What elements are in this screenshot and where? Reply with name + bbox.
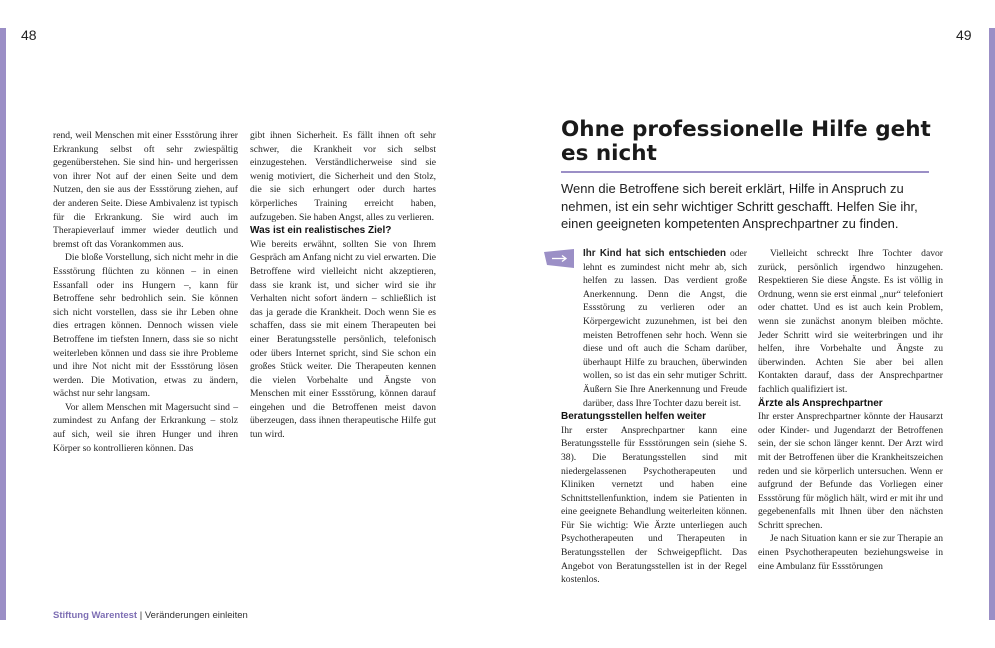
paragraph: Ihr erster Ansprechpartner könnte der Hausarzt oder Kinder- und Jugendarzt der Betroffenen sein, der sie schon länger kennt. Der Arzt wird mit der Betroffenen über die Krankheitszeichen reden und sie körperlich untersuchen. Wenn er aufgrund der Befunde das Vorliegen einer Essstörung für möglich hält, wird er mit ihr und gegebenenfalls mit Ihnen über den nächsten Schritt sprechen. — [758, 411, 943, 531]
paragraph: Vor allem Menschen mit Magersucht sind – zumindest zu Anfang der Erkrankung – stolz auf sich, weil sie ihren Hunger und ihren Körper so kontrollieren können. Das — [53, 401, 238, 454]
lead-paragraph: Wenn die Betroffene sich bereit erklärt, Hilfe in Anspruch zu nehmen, ist ein sehr wichtiger Schritt geschafft. Helfen Sie ihr, einen geeigneten kompetenten Ansprechpartner zu finden. — [561, 181, 918, 231]
subheading: Ärzte als Ansprechpartner — [758, 397, 883, 409]
left-column-1 — [53, 129, 238, 455]
paragraph: Die bloße Vorstellung, sich nicht mehr in die Essstörung flüchten zu können – in einen Essanfall oder ins Hungern –, kann für Betroffene sehr bedrohlich sein. Sie können sich nicht vorstellen, dass sie ihr Leben ohne dies ertragen können. Dennoch wissen viele Betroffene im tiefsten Innern, dass sie so nicht weiterleben können und dass sie ihre Probleme und ihre Not nicht mit der Essstörung lösen werden. Die Motivation, etwas zu ändern, wächst nur sehr langsam. — [53, 252, 238, 400]
page-number-left: 48 — [21, 27, 37, 43]
footer-brand: Stiftung Warentest — [53, 610, 138, 621]
paragraph: Je nach Situation kann er sie zur Therapie an einen Psychotherapeuten beziehungsweise in eine Ambulanz für Essstörungen — [758, 533, 943, 572]
left-edge-bar — [0, 28, 6, 620]
paragraph: rend, weil Menschen mit einer Essstörung ihrer Erkrankung selbst oft sehr zwiespältig gegenüberstehen. Sie sind hin- und hergerissen von ihrer Not auf der einen Seite und dem Nutzen, den sie aus der Essstörung ziehen, auf der anderen Seite. Diese Ambivalenz ist typisch für die Erkrankung. Sie wird auch im Therapieverlauf immer wieder deutlich und bremst oft das Vorankommen aus. — [53, 130, 238, 250]
paragraph: Wie bereits erwähnt, sollten Sie von Ihrem Gespräch am Anfang nicht zu viel erwarten. Die Betroffene wird vielleicht nicht akzeptieren, dass sie krank ist, und sicher wird sie ihr Verhalten nicht sofort ändern – schließlich ist das ja gerade die Krankheit. Doch wenn Sie es schaffen, dass sie mit einem Therapeuten bei einer Beratungsstelle persönlich, telefonisch oder übers Internet spricht, sind Sie schon ein großes Stück weiter. Die Therapeuten kennen die vielen Vorbehalte und Ängste von Menschen mit einer Essstörung, können darauf eingehen und die Betroffenen meist davon überzeugen, dass ihnen therapeutische Hilfe gut tun wird. — [250, 238, 436, 441]
paragraph: Ihr erster Ansprechpartner kann eine Beratungsstelle für Essstörungen sein (siehe S. 38). Die Beratungsstellen sind mit niedergelassenen Psychotherapeuten und Kliniken vernetzt und haben eine Schnittstellenfunktion, indem sie Patienten in eine geeignete Behandlung weiterleiten können. Für Sie wichtig: Wie Ärzte unterliegen auch Psychotherapeuten und Therapeuten in Beratungsstellen der Schweigepflicht. Das Angebot von Beratungsstellen ist in der Regel kostenlos. — [561, 424, 747, 586]
footer-separator: | — [137, 610, 145, 621]
paragraph — [561, 247, 747, 410]
page-title: Ohne professionelle Hilfe geht es nicht — [561, 117, 931, 166]
left-column-2 — [250, 129, 436, 442]
paragraph: Vielleicht schreckt Ihre Tochter davor zurück, persönlich irgendwo hinzugehen. Respektieren Sie diese Ängste. Es ist völlig in Ordnung, wenn sie erst einmal „nur“ telefoniert oder chattet. Und es ist auch kein Problem, wenn sie zunächst anonym bleiben möchte. Jeder Schritt wird sie weiterbringen und ihr helfen, ihre Vorbehalte und Ängste zu überwinden. Achten Sie aber bei allen Kontakten darauf, dass der Ansprechpartner fachlich qualifiziert ist. — [758, 248, 943, 395]
right-edge-bar — [989, 28, 995, 620]
footer-section: Veränderungen einleiten — [144, 610, 248, 621]
subheading: Was ist ein realistisches Ziel? — [250, 225, 392, 237]
subheading: Beratungsstellen helfen weiter — [561, 411, 707, 423]
paragraph: gibt ihnen Sicherheit. Es fällt ihnen oft sehr schwer, die Krankheit vor sich selbst einzugestehen. Verständlicherweise sind sie wenig motiviert, die Sicherheit und den Stolz, die sie sich erhungert oder durch hartes körperliches Training erreicht haben, aufzugeben. Sie haben Angst, alles zu verlieren. — [250, 130, 436, 223]
footer — [53, 610, 248, 621]
paragraph-text: oder lehnt es zumindest nicht mehr ab, sich helfen zu lassen. Das verdient große Anerkennung. Denn die Angst, die Essstörung zu verlieren oder an Körpergewicht zuzunehmen, ist bei den meisten Betroffenen sehr hoch. Wenn sie diese und oft auch die Scham darüber, überhaupt Hilfe zu brauchen, überwinden wollen, so ist das ein sehr mutiger Schritt. Äußern Sie Ihre Anerkennung und Freude darüber, dass Ihre Tochter dazu bereit ist. — [583, 248, 747, 409]
right-column-2 — [758, 247, 943, 573]
lead-in-bold: Ihr Kind hat sich entschieden — [583, 248, 726, 259]
right-column-1 — [561, 247, 747, 587]
title-rule — [561, 171, 929, 173]
page-number-right: 49 — [956, 27, 972, 43]
